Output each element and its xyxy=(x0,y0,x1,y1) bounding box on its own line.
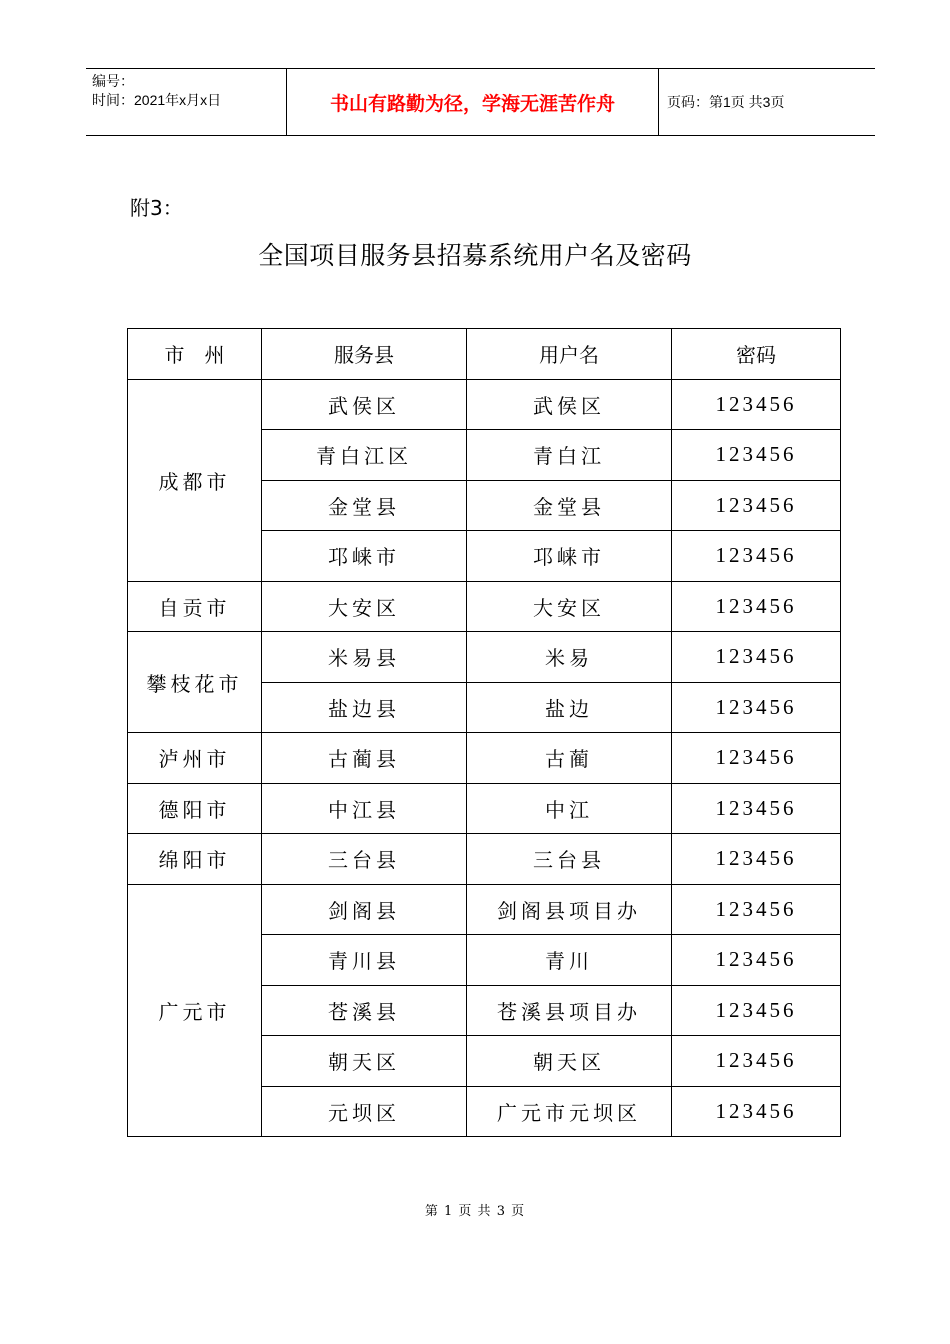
password-cell: 123456 xyxy=(672,884,841,935)
county-cell: 青川县 xyxy=(262,935,467,986)
county-cell: 朝天区 xyxy=(262,1036,467,1087)
header-meta xyxy=(86,69,286,135)
password-cell: 123456 xyxy=(672,1036,841,1087)
document-title: 全国项目服务县招募系统用户名及密码 xyxy=(258,241,692,270)
city-cell: 绵阳市 xyxy=(128,834,262,885)
county-cell: 元坝区 xyxy=(262,1086,467,1137)
username-cell: 盐边 xyxy=(467,682,672,733)
table-body xyxy=(128,379,841,1137)
username-cell: 青白江 xyxy=(467,430,672,481)
password-cell: 123456 xyxy=(672,430,841,481)
password-cell: 123456 xyxy=(672,733,841,784)
county-cell: 武侯区 xyxy=(262,379,467,430)
password-cell: 123456 xyxy=(672,935,841,986)
table-row xyxy=(128,379,841,430)
username-cell: 武侯区 xyxy=(467,379,672,430)
username-cell: 三台县 xyxy=(467,834,672,885)
username-cell: 米易 xyxy=(467,632,672,683)
table-row xyxy=(128,581,841,632)
username-cell: 青川 xyxy=(467,935,672,986)
county-cell: 米易县 xyxy=(262,632,467,683)
county-cell: 剑阁县 xyxy=(262,884,467,935)
annex-label: 附3： xyxy=(130,196,183,220)
city-cell: 德阳市 xyxy=(128,783,262,834)
table-row xyxy=(128,834,841,885)
username-cell: 邛崃市 xyxy=(467,531,672,582)
table-row xyxy=(128,783,841,834)
header-slogan: 书山有路勤为径，学海无涯苦作舟 xyxy=(286,69,659,135)
county-cell: 青白江区 xyxy=(262,430,467,481)
password-cell: 123456 xyxy=(672,632,841,683)
county-cell: 苍溪县 xyxy=(262,985,467,1036)
county-cell: 中江县 xyxy=(262,783,467,834)
column-header-username: 用户名 xyxy=(467,329,672,380)
county-cell: 金堂县 xyxy=(262,480,467,531)
city-cell: 泸州市 xyxy=(128,733,262,784)
county-cell: 三台县 xyxy=(262,834,467,885)
document-number-label: 编号： xyxy=(92,73,134,89)
username-cell: 中江 xyxy=(467,783,672,834)
username-cell: 古蔺 xyxy=(467,733,672,784)
city-cell: 成都市 xyxy=(128,379,262,581)
page-footer: 第 1 页 共 3 页 xyxy=(424,1204,526,1219)
county-cell: 古蔺县 xyxy=(262,733,467,784)
document-time-label: 时间：2021年x月x日 xyxy=(92,92,222,108)
password-cell: 123456 xyxy=(672,1086,841,1137)
header-page-info: 页码：第1页 共3页 xyxy=(667,94,785,110)
table-row xyxy=(128,733,841,784)
username-cell: 剑阁县项目办 xyxy=(467,884,672,935)
username-cell: 苍溪县项目办 xyxy=(467,985,672,1036)
username-cell: 金堂县 xyxy=(467,480,672,531)
password-cell: 123456 xyxy=(672,682,841,733)
table-header-row xyxy=(128,329,841,380)
page-header xyxy=(86,68,875,136)
column-header-password: 密码 xyxy=(672,329,841,380)
password-cell: 123456 xyxy=(672,783,841,834)
password-cell: 123456 xyxy=(672,379,841,430)
account-table xyxy=(127,328,841,1137)
county-cell: 邛崃市 xyxy=(262,531,467,582)
city-cell: 广元市 xyxy=(128,884,262,1137)
password-cell: 123456 xyxy=(672,581,841,632)
username-cell: 广元市元坝区 xyxy=(467,1086,672,1137)
password-cell: 123456 xyxy=(672,834,841,885)
password-cell: 123456 xyxy=(672,480,841,531)
county-cell: 盐边县 xyxy=(262,682,467,733)
city-cell: 攀枝花市 xyxy=(128,632,262,733)
table-row xyxy=(128,632,841,683)
username-cell: 朝天区 xyxy=(467,1036,672,1087)
column-header-city: 市 州 xyxy=(128,329,262,380)
city-cell: 自贡市 xyxy=(128,581,262,632)
column-header-county: 服务县 xyxy=(262,329,467,380)
password-cell: 123456 xyxy=(672,985,841,1036)
password-cell: 123456 xyxy=(672,531,841,582)
county-cell: 大安区 xyxy=(262,581,467,632)
table-row xyxy=(128,884,841,935)
username-cell: 大安区 xyxy=(467,581,672,632)
